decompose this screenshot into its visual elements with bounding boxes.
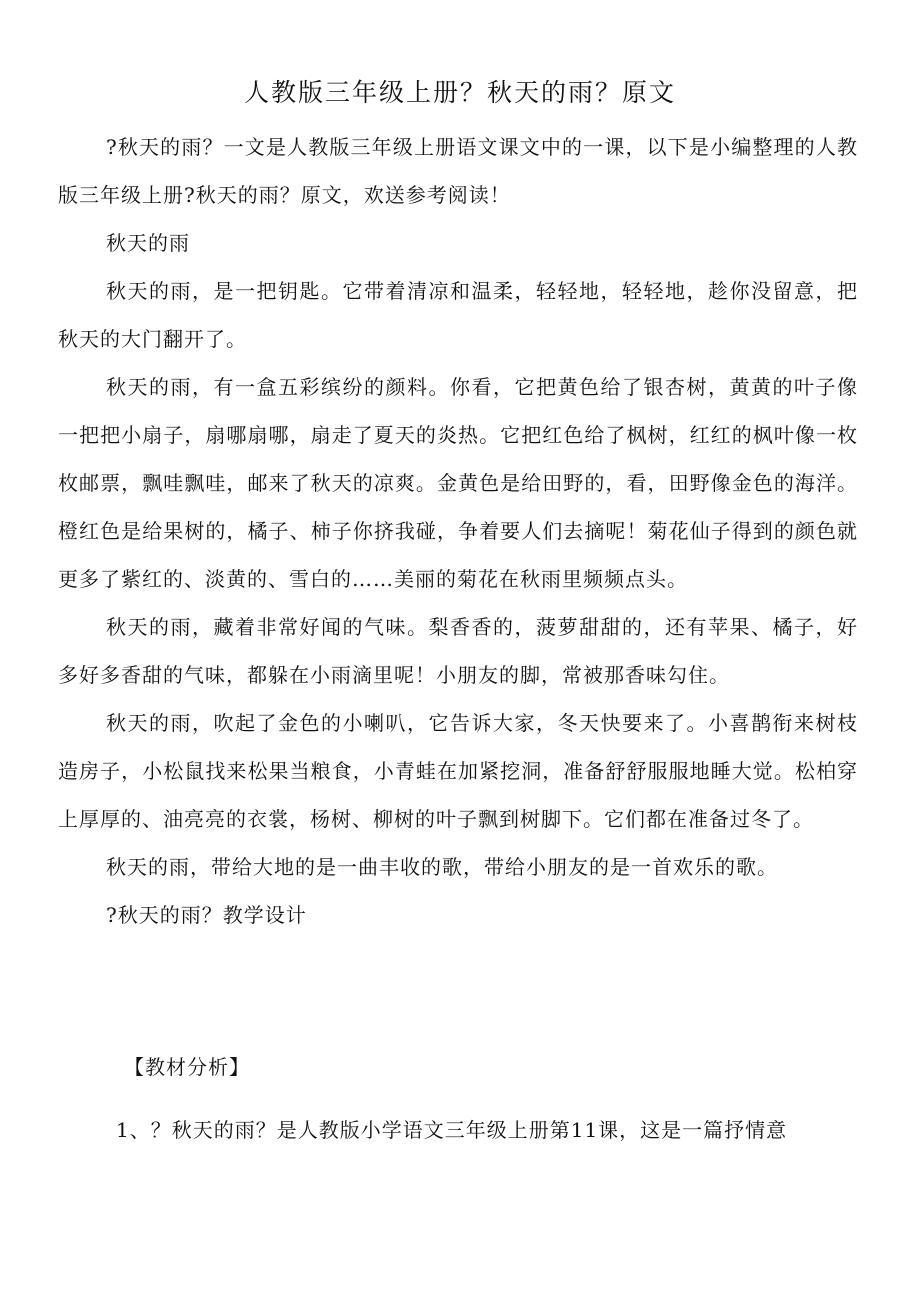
paragraph-4: 秋天的雨，吹起了金色的小喇叭，它告诉大家，冬天快要来了。小喜鹊衔来树枝造房子，小松鼠找来松果当粮食，小青蛙在加紧挖洞，准备舒舒服服地睡大觉。松柏穿上厚厚的、油亮亮的衣裳，杨树、柳树的叶子飘到树脚下。它们都在准备过冬了。 bbox=[58, 711, 858, 831]
paragraph-2: 秋天的雨，有一盒五彩缤纷的颜料。你看，它把黄色给了银杏树，黄黄的叶子像一把把小扇子，扇哪扇哪，扇走了夏天的炎热。它把红色给了枫树，红红的枫叶像一枚枚邮票，飘哇飘哇，邮来了秋天的凉爽。金黄色是给田野的，看，田野像金色的海洋。橙红色是给果树的，橘子、柿子你挤我碰，争着要人们去摘呢！菊花仙子得到的颜色就更多了紫红的、淡黄的、雪白的……美丽的菊花在秋雨里频频点头。 bbox=[58, 375, 858, 591]
document-body bbox=[58, 123, 858, 939]
paragraph-3: 秋天的雨，藏着非常好闻的气味。梨香香的，菠萝甜甜的，还有苹果、橘子，好多好多香甜的气味，都躲在小雨滴里呢！小朋友的脚，常被那香味勾住。 bbox=[58, 615, 858, 687]
design-title: ?秋天的雨？教学设计 bbox=[106, 903, 307, 927]
paragraph-1: 秋天的雨，是一把钥匙。它带着清凉和温柔，轻轻地，轻轻地，趁你没留意，把秋天的大门翻开了。 bbox=[58, 279, 858, 351]
poem-title: 秋天的雨 bbox=[106, 231, 190, 255]
document-title: 人教版三年级上册？秋天的雨？原文 bbox=[243, 78, 676, 107]
section-label: 【教材分析】 bbox=[124, 1055, 250, 1079]
paragraph-5: 秋天的雨，带给大地的是一曲丰收的歌，带给小朋友的是一首欢乐的歌。 bbox=[106, 855, 778, 879]
intro-paragraph: ?秋天的雨？一文是人教版三年级上册语文课文中的一课，以下是小编整理的人教版三年级上册?秋天的雨？原文，欢送参考阅读！ bbox=[58, 135, 858, 207]
analysis-item-1: 1、？秋天的雨？是人教版小学语文三年级上册第11课，这是一篇抒情意 bbox=[116, 1118, 788, 1142]
analysis-section bbox=[58, 1043, 858, 1154]
